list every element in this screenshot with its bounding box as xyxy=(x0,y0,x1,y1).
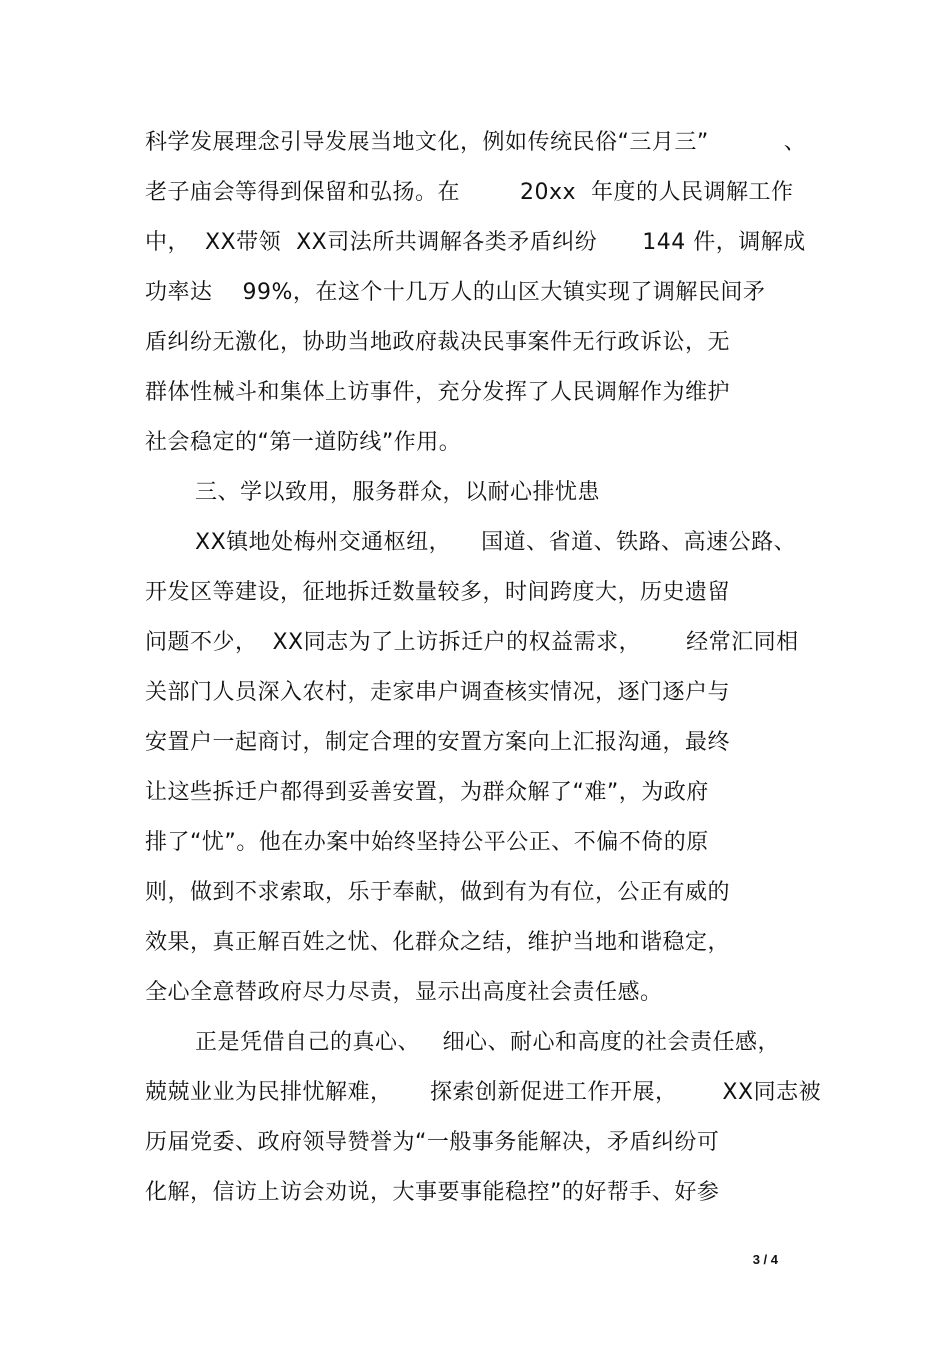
text-line-2: 老子庙会等得到保留和弘扬。在 20xx 年度的人民调解工作 xyxy=(145,180,794,205)
text-line-15: 排了“忧”。他在办案中始终坚持公平公正、不偏不倚的原 xyxy=(145,830,709,855)
text-line-13: 安置户一起商讨，制定合理的安置方案向上汇报沟通，最终 xyxy=(145,730,731,755)
text-line-11: 问题不少， XX同志为了上访拆迁户的权益需求， 经常汇同相 xyxy=(145,630,799,655)
text-line-16: 则，做到不求索取，乐于奉献，做到有为有位，公正有威的 xyxy=(145,880,731,905)
text-line-4: 功率达 99%，在这个十几万人的山区大镇实现了调解民间矛 xyxy=(145,280,766,305)
text-line-21: 历届党委、政府领导赞誉为“一般事务能解决，矛盾纠纷可 xyxy=(145,1130,720,1155)
text-line-17: 效果，真正解百姓之忧、化群众之结，维护当地和谐稳定， xyxy=(145,930,731,955)
text-line-10: 开发区等建设，征地拆迁数量较多，时间跨度大，历史遗留 xyxy=(145,580,731,605)
text-line-5: 盾纠纷无激化，协助当地政府裁决民事案件无行政诉讼，无 xyxy=(145,330,731,355)
text-line-14: 让这些拆迁户都得到妥善安置，为群众解了“难”，为政府 xyxy=(145,780,709,805)
text-line-6: 群体性械斗和集体上访事件，充分发挥了人民调解作为维护 xyxy=(145,380,731,405)
text-line-3: 中， XX带领 XX司法所共调解各类矛盾纠纷 144 件，调解成 xyxy=(145,230,806,255)
text-line-9: XX镇地处梅州交通枢纽， 国道、省道、铁路、高速公路、 xyxy=(195,530,797,555)
text-line-7: 社会稳定的“第一道防线”作用。 xyxy=(145,430,462,455)
text-line-18: 全心全意替政府尽力尽责，显示出高度社会责任感。 xyxy=(145,980,663,1005)
text-line-20: 兢兢业业为民排忧解难， 探索创新促进工作开展， XX同志被 xyxy=(145,1080,822,1105)
text-line-19: 正是凭借自己的真心、 细心、耐心和高度的社会责任感， xyxy=(195,1030,780,1055)
text-line-1: 科学发展理念引导发展当地文化，例如传统民俗“三月三” 、 xyxy=(145,130,807,155)
section-heading: 三、学以致用，服务群众，以耐心排忧患 xyxy=(195,480,601,505)
text-line-12: 关部门人员深入农村，走家串户调查核实情况，逐门逐户与 xyxy=(145,680,731,705)
page-number: 3 / 4 xyxy=(752,1252,778,1267)
text-line-22: 化解，信访上访会劝说，大事要事能稳控”的好帮手、好参 xyxy=(145,1180,720,1205)
